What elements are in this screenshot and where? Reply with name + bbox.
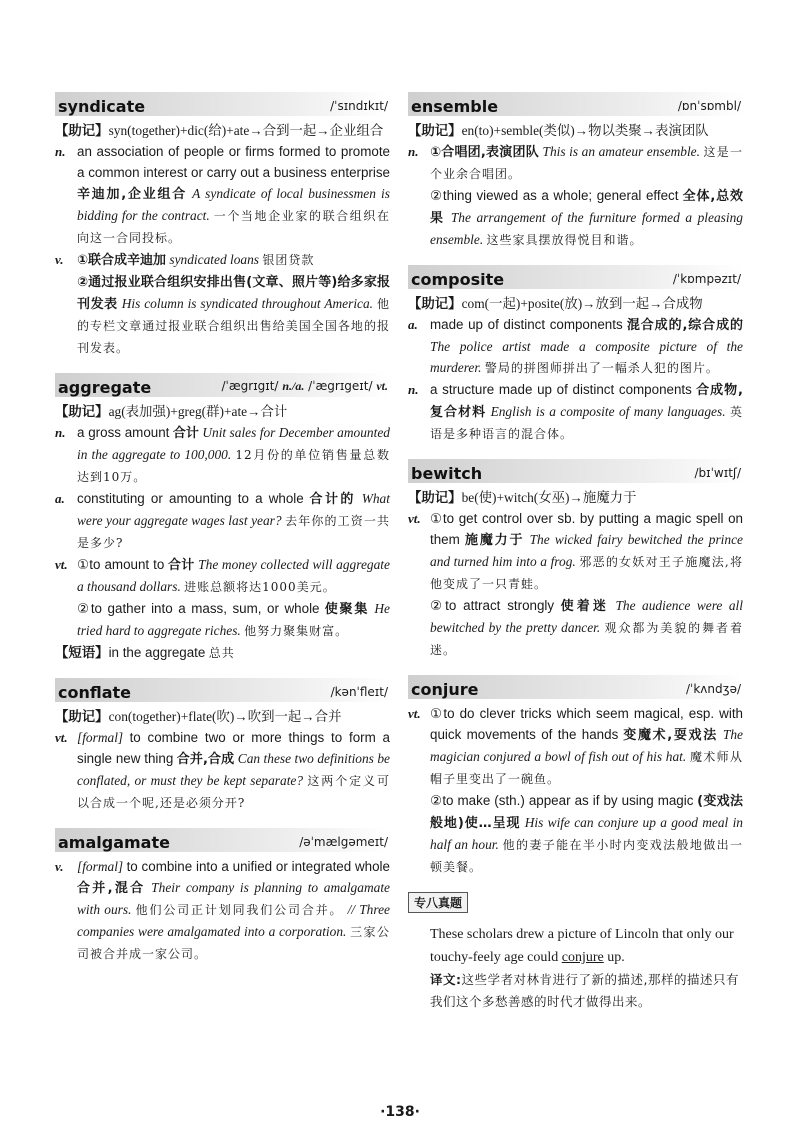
mnemonic-text: syn(together)+dic(给)+ate→合到一起→企业组合 [108, 123, 384, 138]
pos-1: n./a. [282, 379, 305, 393]
mnemonic-tag: 【助记】 [55, 404, 109, 419]
definition-en: ①to do clever tricks which seem magical, esp. with quick movements of the hands [430, 706, 743, 742]
example-sentence: The police artist made a composite picture of the murderer. [430, 339, 743, 375]
definition-en: ②thing viewed as a whole; general effect [430, 188, 679, 203]
pos-label: n. [55, 144, 66, 159]
sense-verb [55, 856, 390, 965]
example-translation: 这是一个业余合唱团。 [430, 145, 743, 181]
mnemonic-text: con(together)+flate(吹)→吹到一起→合并 [108, 709, 342, 724]
definition-zh: 合并,混合 [77, 881, 146, 896]
entry-conflate [55, 678, 390, 814]
headword-bar [408, 675, 743, 699]
definition-zh: ①联合成辛迪加 [77, 253, 167, 268]
example-translation: 他努力聚集财富。 [244, 624, 349, 638]
definition-en: an association of people or firms formed to promote a common interest or carry out a business enterprise [77, 144, 390, 180]
exam-translation-text: 这些学者对林肯进行了新的描述,那样的描述只有我们这个多愁善感的时代才做得出来。 [430, 972, 739, 1009]
definition-zh: (变戏法般地)使…呈现 [430, 794, 743, 831]
headword-bar [55, 92, 390, 116]
headword: composite [411, 270, 505, 289]
phonetic: /bɪˈwɪtʃ/ [694, 466, 741, 480]
headword: amalgamate [58, 833, 170, 852]
definition-zh: 合计 [172, 426, 199, 441]
definition-en: to combine two or more things to form a single new thing [77, 730, 390, 766]
definition-en: made up of distinct components [430, 317, 623, 332]
pos-label: a. [408, 317, 418, 332]
definition-en: ②to attract strongly [430, 598, 555, 613]
definition-zh: ②通过报业联合组织安排出售(文章、照片等)给多家报刊发表 [77, 275, 390, 312]
example-translation: 12月份的单位销售量总数达到10万。 [77, 448, 390, 484]
pos-label: vt. [408, 706, 421, 721]
definition-zh: ①合唱团,表演团队 [430, 145, 539, 160]
example-translation: 进账总额将达1000美元。 [184, 580, 336, 594]
mnemonic [408, 120, 743, 141]
headword: ensemble [411, 97, 499, 116]
headword-bar [55, 678, 390, 702]
definition-en: a structure made up of distinct components [430, 382, 692, 397]
entry-conjure [408, 675, 743, 878]
sense-verb-2 [408, 595, 743, 661]
example-sentence: The magician conjured a bowl of fish out of his hat. [430, 727, 743, 764]
example-translation: 他的妻子能在半小时内变戏法般地做出一顿美餐。 [430, 838, 743, 874]
example-translation: 他们公司正计划同我们公司合并。 [135, 903, 344, 917]
pos-label: n. [55, 425, 66, 440]
phonetic: /ˈsɪndɪkɪt/ [330, 99, 388, 113]
separator: // [347, 902, 356, 917]
exam-box [408, 919, 743, 1019]
definition-zh: 使着迷 [560, 599, 609, 614]
mnemonic [55, 706, 390, 727]
example-sentence: Can these two definitions be conflated, or must they be kept separate? [77, 751, 390, 788]
definition-zh: 辛迪加,企业组合 [77, 187, 188, 202]
example-translation: 这两个定义可以合成一个呢,还是必须分开? [77, 774, 390, 810]
page-number: ·138· [380, 1104, 420, 1120]
phonetic: /ˈkʌndʒə/ [686, 682, 741, 696]
phrase [55, 642, 390, 664]
example-sentence: English is a composite of many languages. [490, 404, 726, 419]
headword-bar [408, 265, 743, 289]
example-sentence: This is an amateur ensemble. [542, 144, 700, 159]
mnemonic [408, 487, 743, 508]
sense-verb [55, 249, 390, 271]
definition-zh: 合计 [167, 558, 195, 573]
right-column [408, 92, 743, 1019]
phonetic [222, 379, 388, 397]
pos-label: vt. [55, 557, 68, 572]
example-translation: 魔术师从帽子里变出了一碗鱼。 [430, 750, 743, 786]
pos-label: a. [55, 491, 65, 506]
definition-zh: 施魔力于 [464, 533, 525, 548]
mnemonic-tag: 【助记】 [408, 296, 462, 311]
mnemonic-text: en(to)+semble(类似)→物以类聚→表演团队 [461, 123, 709, 138]
example-sentence: The audience were all bewitched by the pretty dancer. [430, 598, 743, 635]
sense-verb-2 [55, 271, 390, 359]
entry-ensemble [408, 92, 743, 251]
definition-zh: 使聚集 [324, 602, 370, 617]
sense-verb-2 [55, 598, 390, 642]
sense-verb-2 [408, 790, 743, 878]
phonetic: /əˈmælgəmeɪt/ [299, 835, 388, 849]
mnemonic-text: ag(表加强)+greg(群)+ate→合计 [108, 404, 288, 419]
register-label: [formal] [77, 730, 124, 745]
example-phrase: syndicated loans [169, 252, 260, 267]
example-sentence: The money collected will aggregate a thousand dollars. [77, 557, 390, 594]
headword-bar [408, 92, 743, 116]
definition-zh: 变魔术,耍戏法 [623, 728, 718, 743]
phrase-text: in the aggregate [108, 645, 206, 660]
entry-composite [408, 265, 743, 445]
entry-bewitch [408, 459, 743, 661]
sense-noun [55, 141, 390, 249]
headword: syndicate [58, 97, 146, 116]
exam-translation [430, 969, 743, 1013]
example-sentence: His wife can conjure up a good meal in half an hour. [430, 815, 743, 852]
pos-label: vt. [408, 511, 421, 526]
entry-amalgamate [55, 828, 390, 965]
example-sentence: His column is syndicated throughout America. [121, 296, 374, 311]
definition-en: constituting or amounting to a whole [77, 491, 304, 506]
sense-verb [55, 727, 390, 814]
definition-zh: 全体,总效果 [430, 189, 743, 226]
example-translation: 这些家具摆放得悦目和谐。 [486, 233, 643, 247]
mnemonic-text: be(使)+witch(女巫)→施魔力于 [461, 490, 637, 505]
pos-2: vt. [376, 379, 388, 393]
mnemonic [408, 293, 743, 314]
definition-zh: 合并,合成 [176, 752, 235, 767]
definition-en: ②to make (sth.) appear as if by using magic [430, 793, 694, 808]
entry-aggregate [55, 373, 390, 664]
mnemonic [55, 401, 390, 422]
example-sentence: A syndicate of local businessmen is bidding for the contract. [77, 186, 390, 223]
mnemonic-tag: 【助记】 [408, 123, 462, 138]
example-sentence: He tried hard to aggregate riches. [77, 601, 390, 638]
pos-label: n. [408, 144, 419, 159]
exam-sentence [430, 923, 743, 969]
example-translation: 英语是多种语言的混合体。 [430, 405, 743, 441]
mnemonic-tag: 【助记】 [408, 490, 462, 505]
sense-verb [408, 508, 743, 595]
exam-label: 专八真题 [408, 892, 468, 913]
entry-syndicate [55, 92, 390, 359]
definition-en: ②to gather into a mass, sum, or whole [77, 601, 320, 616]
definition-en: ①to get control over sb. by putting a magic spell on them [430, 511, 743, 547]
phrase-tag: 【短语】 [55, 645, 109, 660]
exam-keyword: conjure [561, 950, 604, 965]
headword-bar [55, 828, 390, 852]
sense-noun [408, 379, 743, 445]
sense-noun [408, 141, 743, 185]
sense-noun [55, 422, 390, 488]
definition-zh: 混合成的,综合成的 [626, 318, 743, 333]
sense-adjective [408, 314, 743, 379]
mnemonic-text: com(一起)+posite(放)→放到一起→合成物 [461, 296, 703, 311]
definition-zh: 合计的 [309, 492, 356, 507]
definition-en: to combine into a unified or integrated whole [126, 859, 390, 874]
sense-verb [55, 554, 390, 598]
pos-label: v. [55, 859, 64, 874]
register-label: [formal] [77, 859, 124, 874]
phonetic: /ɒnˈsɒmbl/ [677, 99, 741, 113]
mnemonic-tag: 【助记】 [55, 709, 109, 724]
mnemonic [55, 120, 390, 141]
example-sentence: Three companies were amalgamated into a corporation. [77, 902, 390, 939]
example-translation: 三家公司被合并成一家公司。 [77, 925, 390, 961]
exam-sentence-part: These scholars drew a picture of Lincoln that only our touchy-feely age could [430, 927, 734, 965]
example-sentence: What were your aggregate wages last year? [77, 491, 390, 528]
example-sentence: The arrangement of the furniture formed a pleasing ensemble. [430, 210, 743, 247]
phonetic-2: /ˈægrɪgeɪt/ [308, 379, 373, 393]
headword-bar [55, 373, 390, 397]
exam-translation-label: 译文: [430, 972, 462, 987]
exam-section [408, 892, 743, 1019]
pos-label: v. [55, 252, 64, 267]
mnemonic-tag: 【助记】 [55, 123, 109, 138]
phonetic: /ˈkɒmpəzɪt/ [672, 272, 741, 286]
sense-verb [408, 703, 743, 790]
example-translation: 去年你的工资一共是多少? [77, 514, 390, 550]
headword: aggregate [58, 378, 152, 397]
example-translation: 警局的拼图师拼出了一幅杀人犯的图片。 [484, 361, 719, 375]
headword: conjure [411, 680, 479, 699]
example-sentence: Unit sales for December amounted in the aggregate to 100,000. [77, 425, 390, 462]
example-sentence: The wicked fairy bewitched the prince and turned him into a frog. [430, 532, 743, 569]
example-translation: 他的专栏文章通过报业联合组织出售给美国全国各地的报刊发表。 [77, 297, 390, 355]
example-sentence: Their company is planning to amalgamate with ours. [77, 880, 390, 917]
example-translation: 邪恶的女妖对王子施魔法,将他变成了一只青蛙。 [430, 555, 743, 591]
sense-adjective [55, 488, 390, 554]
definition-zh: 合成物,复合材料 [430, 383, 743, 420]
left-column [55, 92, 390, 979]
phonetic: /kənˈfleɪt/ [330, 685, 388, 699]
headword: bewitch [411, 464, 483, 483]
pos-label: n. [408, 382, 419, 397]
definition-en: a gross amount [77, 425, 170, 440]
example-translation: 观众都为美貌的舞者着迷。 [430, 621, 743, 657]
phonetic-1: /ˈægrɪgɪt/ [221, 379, 279, 393]
sense-noun-2 [408, 185, 743, 251]
exam-sentence-part: up. [607, 950, 625, 965]
phrase-translation: 总共 [208, 646, 235, 660]
example-translation: 银团贷款 [262, 253, 315, 267]
headword-bar [408, 459, 743, 483]
pos-label: vt. [55, 730, 68, 745]
example-translation: 一个当地企业家的联合组织在向这一合同投标。 [77, 209, 390, 245]
headword: conflate [58, 683, 132, 702]
definition-en: ①to amount to [77, 557, 165, 572]
